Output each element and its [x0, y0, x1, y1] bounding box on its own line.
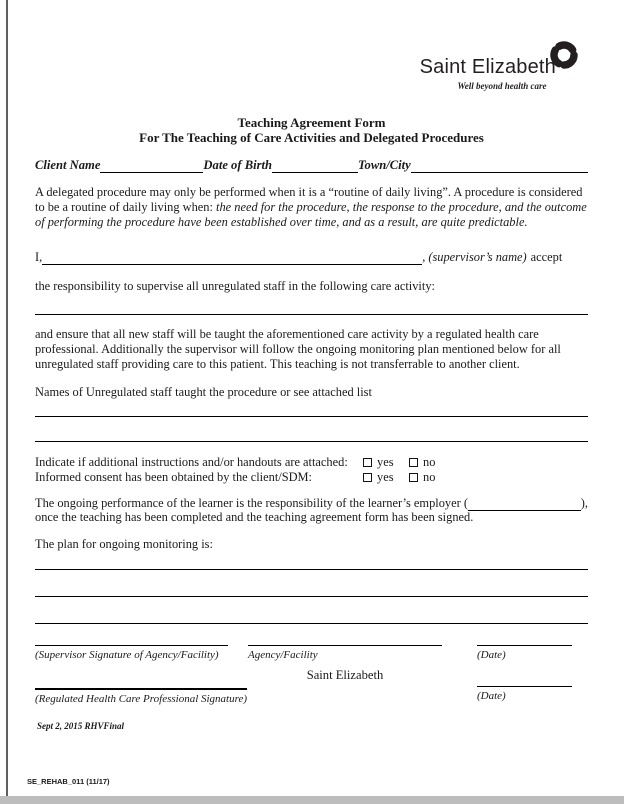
logo-tagline: Well beyond health care — [457, 81, 547, 91]
handouts-yes-option — [363, 455, 394, 470]
intro-paragraph — [35, 185, 590, 230]
supervisor-signature-label: (Supervisor Signature of Agency/Facility) — [35, 649, 219, 661]
date-of-birth-label: Date of Birth — [203, 158, 272, 172]
supervisor-name-field-line[interactable] — [42, 250, 422, 265]
client-info-row — [35, 156, 588, 173]
consent-question-label: Informed consent has been obtained by the client/SDM: — [35, 470, 312, 484]
handouts-yes-label: yes — [377, 455, 394, 469]
form-title-line1: Teaching Agreement Form — [237, 115, 386, 130]
form-code: SE_REHAB_011 (11/17) — [27, 777, 110, 786]
supervisor-signature-line[interactable] — [35, 645, 228, 646]
consent-no-checkbox[interactable] — [409, 473, 418, 482]
handouts-no-checkbox[interactable] — [409, 458, 418, 467]
agency-facility-line[interactable] — [248, 645, 442, 646]
monitoring-plan-label: The plan for ongoing monitoring is: — [35, 537, 213, 551]
supervisor-parenthetical: (supervisor’s name) — [428, 250, 527, 264]
professional-signature-line[interactable] — [35, 688, 247, 690]
monitoring-plan-field-line-2[interactable] — [35, 596, 588, 597]
town-city-label: Town/City — [358, 158, 411, 172]
ensure-paragraph: and ensure that all new staff will be taught the aforementioned care activity by a regulated health care professional. Additionally the supervisor will follow the ongoing monitoring plan mentioned below for all unregulated staff providing care to this patient. This teaching is not transferrable to another client. — [35, 327, 561, 371]
scan-edge-bottom — [0, 796, 624, 804]
client-name-field-line[interactable] — [100, 158, 203, 173]
consent-checkbox-row — [35, 470, 588, 485]
consent-no-option — [409, 470, 435, 485]
date-label-1: (Date) — [477, 649, 506, 661]
responsibility-text: the responsibility to supervise all unregulated staff in the following care activity: — [35, 279, 435, 293]
date-line-2[interactable] — [477, 686, 572, 687]
scan-edge-left — [6, 0, 8, 804]
ongoing-performance-text: The ongoing performance of the learner is the responsibility of the learner’s employer ( — [35, 496, 468, 510]
ongoing-performance-line2: once the teaching has been completed and the teaching agreement form has been signed. — [35, 510, 474, 524]
form-title-line2: For The Teaching of Care Activities and Delegated Procedures — [139, 130, 484, 145]
monitoring-plan-field-line-3[interactable] — [35, 623, 588, 624]
professional-signature-label: (Regulated Health Care Professional Signature) — [35, 693, 248, 705]
handouts-no-label: no — [423, 455, 436, 469]
handouts-question-label: Indicate if additional instructions and/or handouts are attached: — [35, 455, 348, 469]
ongoing-performance-row — [35, 495, 588, 511]
consent-yes-option — [363, 470, 394, 485]
employer-field-line[interactable] — [468, 496, 581, 511]
version-note: Sept 2, 2015 RHVFinal — [37, 721, 125, 731]
consent-yes-checkbox[interactable] — [363, 473, 372, 482]
staff-names-field-line-1[interactable] — [35, 416, 588, 417]
staff-names-field-line-2[interactable] — [35, 441, 588, 442]
town-city-field-line[interactable] — [411, 158, 588, 173]
date-of-birth-field-line[interactable] — [272, 158, 358, 173]
consent-no-label: no — [423, 470, 436, 484]
handouts-no-option — [409, 455, 435, 470]
logo-wordmark: Saint Elizabeth — [419, 56, 556, 78]
intro-italic-text: the need for the procedure, the response to the procedure, and the outcome of performing the procedure have been established over time, and as a result, are quite predictable. — [35, 200, 587, 229]
consent-yes-label: yes — [377, 470, 394, 484]
supervisor-suffix: accept — [530, 250, 563, 264]
monitoring-plan-field-line-1[interactable] — [35, 569, 588, 570]
care-activity-field-line[interactable] — [35, 314, 588, 315]
handouts-yes-checkbox[interactable] — [363, 458, 372, 467]
date-line-1[interactable] — [477, 645, 572, 646]
agency-facility-value: Saint Elizabeth — [306, 668, 384, 682]
unregulated-staff-label: Names of Unregulated staff taught the procedure or see attached list — [35, 385, 372, 399]
ongoing-performance-close: ), — [580, 496, 588, 510]
date-label-2: (Date) — [477, 690, 506, 702]
supervisor-prefix: I, — [35, 250, 43, 264]
handouts-checkbox-row — [35, 455, 588, 470]
supervisor-comma: , — [422, 250, 426, 264]
supervisor-name-row — [35, 249, 588, 265]
agency-facility-label: Agency/Facility — [248, 649, 318, 661]
intro-normal-text: A delegated procedure may only be performed when it is a “routine of daily living”. A procedure is considered to be a routine of daily living when: — [35, 185, 583, 214]
client-name-label: Client Name — [35, 158, 101, 172]
